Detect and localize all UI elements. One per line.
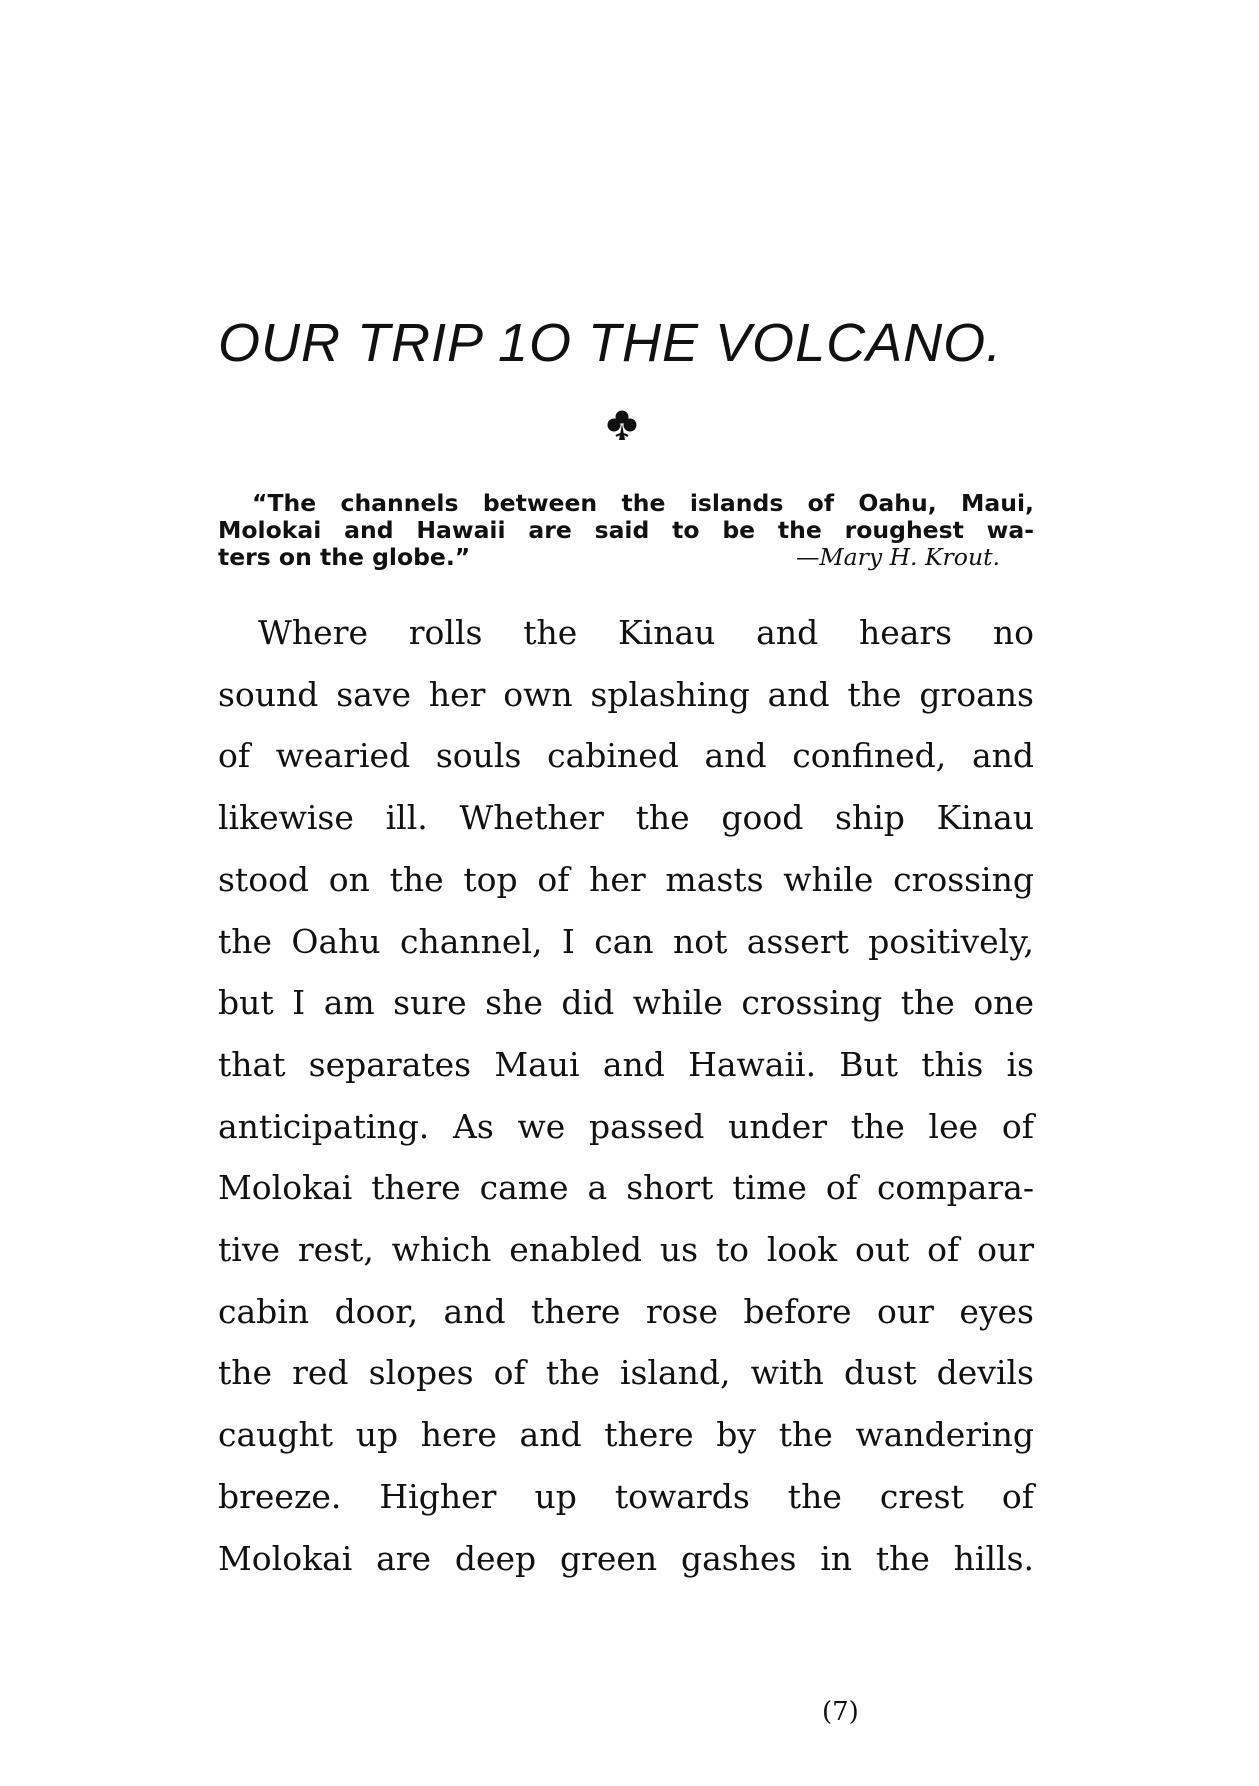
body-line: likewise ill. Whether the good ship Kinau — [218, 798, 1034, 838]
body-line: tive rest, which enabled us to look out of our — [218, 1230, 1034, 1270]
club-leaf-ornament-icon — [604, 408, 640, 444]
body-line: of wearied souls cabined and confined, and — [218, 736, 1034, 776]
body-line: Where rolls the Kinau and hears no — [258, 613, 1034, 652]
body-line: cabin door, and there rose before our eyes — [218, 1291, 1034, 1331]
epigraph-attribution: —Mary H. Krout. — [796, 543, 1000, 571]
body-text — [218, 602, 1034, 1589]
body-line: caught up here and there by the wandering — [218, 1415, 1034, 1455]
body-line: stood on the top of her masts while crossing — [218, 859, 1034, 899]
epigraph-last-line — [218, 544, 1034, 571]
epigraph — [218, 490, 1034, 571]
body-line: anticipating. As we passed under the lee of — [218, 1106, 1034, 1146]
body-line: Molokai there came a short time of compara- — [218, 1168, 1034, 1208]
body-line: Molokai are deep green gashes in the hills. — [218, 1538, 1034, 1578]
chapter-title: OUR TRIP 1O THE VOLCANO. — [218, 313, 1003, 373]
body-line: sound save her own splashing and the groans — [218, 674, 1034, 714]
body-line: but I am sure she did while crossing the one — [218, 983, 1034, 1023]
body-line: the Oahu channel, I can not assert positively, — [218, 921, 1034, 961]
page-number: (7) — [822, 1697, 859, 1727]
body-line: that separates Maui and Hawaii. But this is — [218, 1044, 1034, 1084]
epigraph-line: “The channels between the islands of Oahu, Maui, — [252, 489, 1034, 517]
epigraph-line: ters on the globe.” — [218, 543, 471, 571]
epigraph-line: Molokai and Hawaii are said to be the roughest wa- — [218, 516, 1034, 544]
body-line: the red slopes of the island, with dust devils — [218, 1353, 1034, 1393]
body-line: breeze. Higher up towards the crest of — [218, 1476, 1034, 1516]
